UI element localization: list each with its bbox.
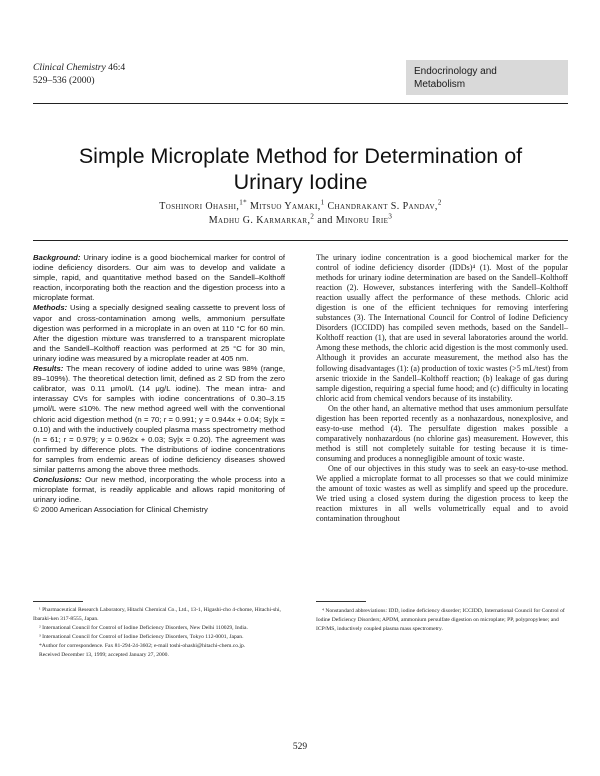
abstract-copyright: © 2000 American Association for Clinical Chemistry	[33, 505, 208, 515]
author-2: Mitsuo Yamaki,	[249, 201, 321, 212]
article-title-line2: Urinary Iodine	[233, 170, 368, 194]
footnote-received: Received December 13, 1999; accepted January 27, 2000.	[39, 652, 169, 658]
abstract-conclusions	[33, 475, 285, 505]
author-5-affil: 3	[388, 212, 393, 221]
intro-body	[316, 253, 568, 524]
abstract-conclusions-text: Our new method, incorporating the whole process into a microplate format, is readily applicable and allows rapid monitoring of urinary iodine.	[33, 475, 285, 505]
title-rule	[33, 240, 568, 241]
abstract-methods	[33, 303, 285, 364]
author-1: Toshinori Ohashi,	[159, 201, 240, 212]
author-3: Chandrakant S. Pandav,	[327, 201, 438, 212]
abstract-results-text: The mean recovery of iodine added to urine was 98% (range, 89–109%). The theoretical detection limit, defined as 2 SD from the zero calibrator, was 0.11 μmol/L (14 μg/L iodine). The mean intra- and interassay CVs for samples with iodine concentrations of 0.30–3.15 μmol/L were ≤10%. The new method agreed well with the conventional chloric acid digestion method (n = 70; r = 0.991; y = 0.944x + 0.04; Sy|x = 0.10) and with the inductively coupled plasma mass spectrometry method (n = 61; r = 0.979; y = 0.962x + 0.03; Sy|x = 0.20). The agreement was confirmed by difference plots. The distributions of iodine concentrations for samples from endemic areas of iodine deficiency diseases showed similar patterns among the above three methods.	[33, 364, 285, 474]
abstract-methods-label: Methods:	[33, 303, 68, 313]
journal-pages-year: 529–536 (2000)	[33, 75, 95, 86]
section-label-line1: Endocrinology and	[414, 66, 497, 77]
footnote-rule-left	[33, 601, 83, 602]
header-rule	[33, 103, 568, 104]
abstract-background	[33, 253, 285, 303]
author-1-affil: 1*	[239, 198, 248, 207]
page-number: 529	[292, 742, 308, 752]
author-and: and	[317, 215, 333, 226]
footnote-correspondence: *Author for correspondence. Fax 81-294-24-3602; e-mail toshi-ohashi@hitachi-chem.co.jp.	[39, 643, 246, 649]
author-list	[33, 200, 568, 228]
footnote-affil-3: ³ International Council for Control of Iodine Deficiency Disorders, Tokyo 112-0001, Japan.	[39, 634, 244, 640]
author-4-affil: 2	[310, 212, 315, 221]
abstract-conclusions-label: Conclusions:	[33, 475, 82, 485]
author-2-affil: 1	[320, 198, 325, 207]
intro-paragraph-2: On the other hand, an alternative method that uses ammonium persulfate digestion has been reported recently as a nonhazardous, nonexplosive, and easy-to-use method (4). The persulfate digestion makes possible a comparatively nonhazardous (no chlorine gas) measurement. However, this method is still not completely suitable for testing because it is time-consuming and produces a nonnegligible amount of toxic waste.	[316, 403, 568, 463]
article-title-line1: Simple Microplate Method for Determination of	[78, 144, 523, 168]
journal-volume-issue: 46:4	[108, 62, 126, 73]
footnote-affil-2: ² International Council for Control of Iodine Deficiency Disorders, New Delhi 110029, India.	[39, 625, 248, 631]
article-title	[33, 143, 568, 195]
author-5: Minoru Irie	[335, 215, 389, 226]
affiliation-footnotes	[33, 606, 285, 660]
abstract-background-label: Background:	[33, 253, 81, 262]
abstract-background-text: Urinary iodine is a good biochemical marker for control of iodine deficiency disorders. Our aim was to develop and validate a simple, rapid, and quantitative method based on the Sandell–Kolthoff reaction, incorporating both the reaction and the digestion process into a microplate format.	[33, 253, 285, 303]
section-label-line2: Metabolism	[414, 79, 466, 90]
intro-paragraph-3: One of our objectives in this study was to seek an easy-to-use method. We applied a microplate format to all processes so that we could minimize the amount of toxic wastes as well as simplify and speed up the procedure. We tried using a closed system during the digestion process to keep the reaction mixtures in all wells volumetrically equal and to avoid contamination throughout	[316, 463, 568, 524]
footnote-affil-1: ¹ Pharmaceutical Research Laboratory, Hitachi Chemical Co., Ltd., 13-1, Higashi-cho 4-chome, Hitachi-shi, Ibaraki-ken 317-8555, Japan.	[33, 607, 281, 622]
journal-name: Clinical Chemistry	[33, 62, 106, 73]
abstract	[33, 253, 285, 515]
author-3-affil: 2	[437, 198, 442, 207]
author-4: Madhu G. Karmarkar,	[208, 215, 311, 226]
journal-citation	[33, 61, 125, 87]
abstract-results-label: Results:	[33, 364, 64, 374]
footnote-abbreviations: ⁴ Nonstandard abbreviations: IDD, iodine deficiency disorder; ICCIDD, International Council for Control of Iodine Deficiency Disorders; APDM, ammonium persulfate digestion on microplate; PP, polypropylene; and ICP/MS, inductively coupled plasma mass spectrometry.	[316, 608, 565, 632]
abbreviation-footnotes	[316, 607, 568, 634]
footnote-rule-right	[316, 601, 366, 602]
abstract-results	[33, 364, 285, 475]
section-label	[406, 60, 568, 95]
intro-paragraph-1: The urinary iodine concentration is a good biochemical marker for the control of iodine deficiency disorder (IDDs)⁴ (1). Most of the popular methods for urinary iodine determination are based on the Sandell–Kolthoff reaction (2). However, substances interfering with the Sandell–Kolthoff reaction usually affect the performance of these methods. Chloric acid digestion is one of the efficient techniques for removing interfering substances (3). The International Council for Control of Iodine Deficiency Disorders (ICCIDD) has compiled seven methods, based on the Sandell–Kolthoff reaction (1), that are used in several laboratories around the world. Among these methods, the chloric acid digestion is the most commonly used. Although it provides an accurate measurement, the method also has the following disadvantages (1): (a) production of toxic wastes (>5 mL/test) from arsenic trioxide in the Sandell–Kolthoff reaction; (b) leakage of gas during sample digestion, requiring a special fume hood; and (c) difficulty in locating chloric acid from chemical vendors because of its instability.	[316, 253, 568, 403]
abstract-methods-text: Using a specially designed sealing cassette to prevent loss of vapor and cross-contamination among wells, ammonium persulfate digestion was performed in a microplate in an oven at 110 °C for 60 min. After the digestion mixture was transferred to a transparent microplate and the Sandell–Kolthoff reaction was performed at 25 °C for 30 min, urinary iodine was measured by a microplate reader at 405 nm.	[33, 303, 285, 363]
